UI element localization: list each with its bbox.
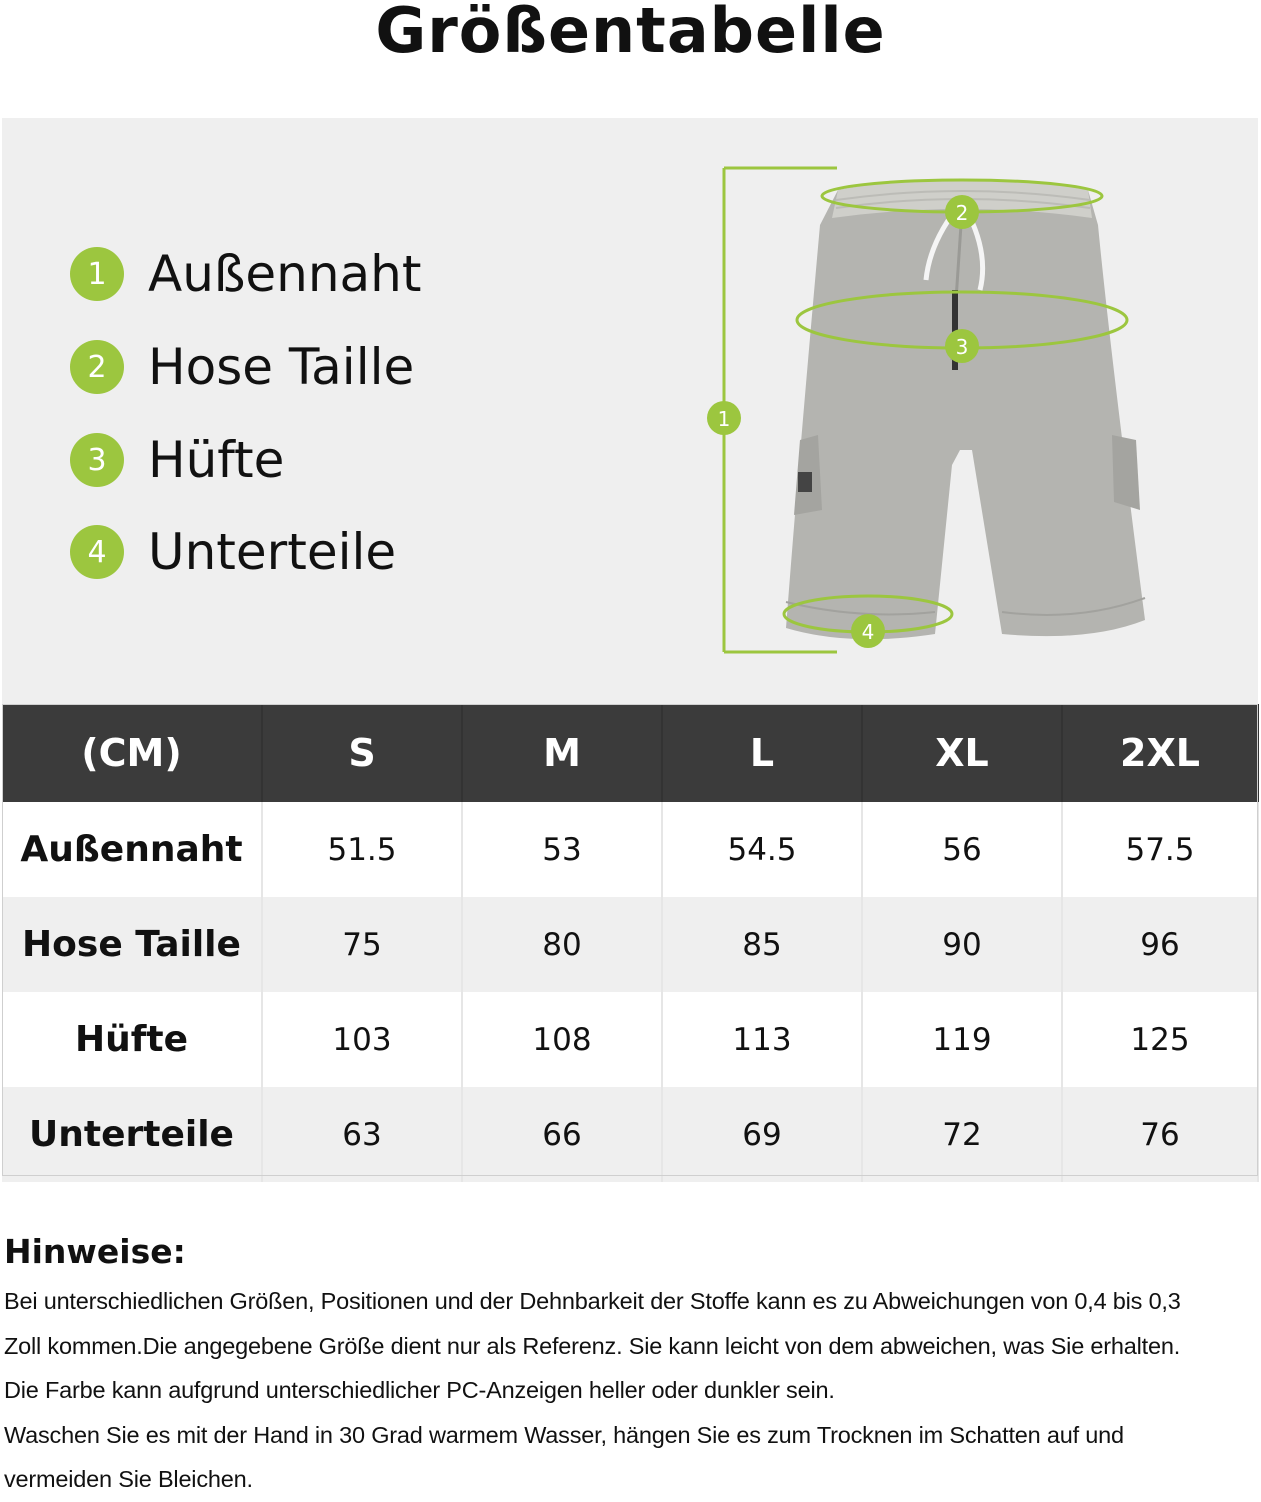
notes-line: Die Farbe kann aufgrund unterschiedlicher PC-Anzeigen heller oder dunkler sein. — [4, 1377, 835, 1403]
table-cell: 108 — [462, 992, 662, 1087]
table-cell: 72 — [862, 1087, 1062, 1182]
legend-label: Unterteile — [148, 523, 397, 581]
row-label: Hose Taille — [2, 897, 262, 992]
table-cell: 66 — [462, 1087, 662, 1182]
table-cell: 76 — [1062, 1087, 1258, 1182]
table-cell: 75 — [262, 897, 462, 992]
table-row — [2, 802, 1258, 897]
size-header-2xl: 2XL — [1062, 704, 1258, 802]
row-label: Hüfte — [2, 992, 262, 1087]
marker-3 — [945, 329, 979, 363]
row-label: Außennaht — [2, 802, 262, 897]
legend-number-badge: 2 — [70, 340, 124, 394]
table-cell: 119 — [862, 992, 1062, 1087]
size-header-row — [2, 704, 1258, 802]
legend-item-outseam — [70, 244, 421, 304]
unit-header: (CM) — [2, 704, 262, 802]
size-header-l: L — [662, 704, 862, 802]
table-cell: 69 — [662, 1087, 862, 1182]
table-cell: 56 — [862, 802, 1062, 897]
shorts-illustration — [786, 179, 1145, 639]
notes-section — [4, 1232, 1260, 1502]
table-cell: 80 — [462, 897, 662, 992]
table-cell: 57.5 — [1062, 802, 1258, 897]
table-cell: 53 — [462, 802, 662, 897]
size-table — [2, 704, 1259, 1182]
marker-2 — [945, 195, 979, 229]
table-cell: 113 — [662, 992, 862, 1087]
table-row — [2, 992, 1258, 1087]
legend-item-waist — [70, 337, 414, 397]
svg-text:4: 4 — [861, 620, 875, 644]
table-cell: 51.5 — [262, 802, 462, 897]
notes-line: Zoll kommen.Die angegebene Größe dient nur als Referenz. Sie kann leicht von dem abweichen, was Sie erhalten. — [4, 1332, 1181, 1359]
table-row — [2, 897, 1258, 992]
legend-number-badge: 4 — [70, 525, 124, 579]
shorts-measurement-diagram — [690, 150, 1150, 670]
legend-number-badge: 3 — [70, 433, 124, 487]
notes-line: Waschen Sie es mit der Hand in 30 Grad warmem Wasser, hängen Sie es zum Trocknen im Schatten auf und — [4, 1421, 1124, 1448]
svg-text:1: 1 — [717, 407, 731, 431]
notes-line: Bei unterschiedlichen Größen, Positionen und der Dehnbarkeit der Stoffe kann es zu Abweichungen von 0,4 bis 0,3 — [4, 1288, 1181, 1314]
legend-item-hem — [70, 522, 396, 582]
legend-label: Außennaht — [148, 245, 422, 303]
svg-text:3: 3 — [955, 335, 969, 359]
notes-line: vermeiden Sie Bleichen. — [4, 1466, 253, 1492]
row-label: Unterteile — [2, 1087, 262, 1182]
table-cell: 125 — [1062, 992, 1258, 1087]
legend-label: Hüfte — [148, 431, 285, 489]
table-cell: 85 — [662, 897, 862, 992]
marker-1 — [707, 401, 741, 435]
size-header-xl: XL — [862, 704, 1062, 802]
size-header-s: S — [262, 704, 462, 802]
table-cell: 103 — [262, 992, 462, 1087]
legend-number-badge: 1 — [70, 247, 124, 301]
marker-4 — [851, 614, 885, 648]
legend-item-hip — [70, 430, 284, 490]
table-row — [2, 1087, 1258, 1182]
notes-heading: Hinweise: — [4, 1232, 186, 1271]
size-header-m: M — [462, 704, 662, 802]
table-cell: 63 — [262, 1087, 462, 1182]
page-title: Größentabelle — [375, 0, 886, 67]
table-cell: 96 — [1062, 897, 1258, 992]
table-cell: 54.5 — [662, 802, 862, 897]
table-cell: 90 — [862, 897, 1062, 992]
legend-label: Hose Taille — [148, 338, 415, 396]
svg-text:2: 2 — [955, 201, 969, 225]
